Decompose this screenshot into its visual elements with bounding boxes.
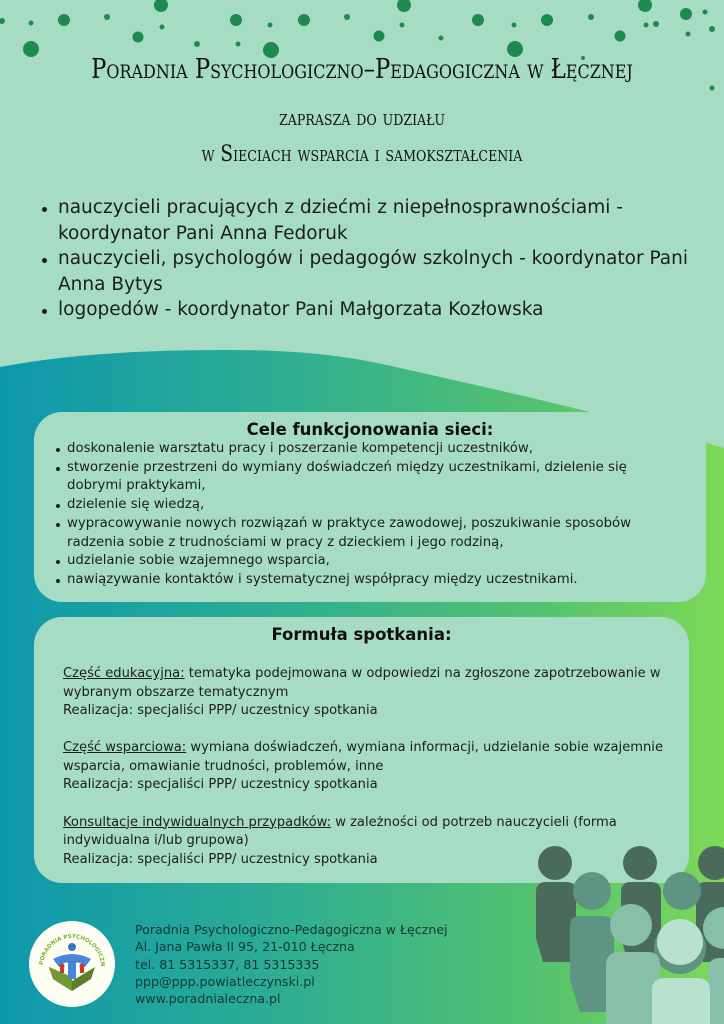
coordinators-list [40,195,700,323]
section-text: w zależności od potrzeb nauczycieli (forma indywidualna i/lub grupowa) [63,814,617,849]
list-item: stworzenie przestrzeni do wymiany doświadczeń między uczestnikami, dzielenie się dobrymi praktykami, [56,459,686,496]
section-label: Część edukacyjna: [63,666,185,681]
list-item: wypracowywanie nowych rozwiązań w praktyce zawodowej, poszukiwanie sposobów radzenia sobie z trudnościami w pracy z dzieckiem i jego rodziną, [56,515,686,552]
formula-section-educational [63,665,673,721]
list-item: nauczycieli pracujących z dziećmi z niepełnosprawnościami - koordynator Pani Anna Fedoruk [40,195,700,246]
organization-name: Poradnia Psychologiczno-Pedagogiczna w Łęcznej [135,922,448,937]
goals-box [34,412,706,602]
section-realization: Realizacja: specjaliści PPP/ uczestnicy spotkania [63,777,378,793]
email-link[interactable]: ppp@ppp.powiatleczynski.pl [135,973,315,989]
list-item: nauczycieli, psychologów i pedagogów szkolnych - koordynator Pani Anna Bytys [40,246,700,297]
goals-list [56,440,686,590]
section-text: wymiana doświadczeń, wymiana informacji, udzielanie sobie wzajemnie wsparcia, omawianie trudności, problemów, inne [63,740,664,774]
list-item: logopedów - koordynator Pani Małgorzata Kozłowska [40,297,700,323]
section-realization: Realizacja: specjaliści PPP/ uczestnicy spotkania [63,851,378,867]
subtitle-invite: zaprasza do udziału [279,106,445,131]
subtitle-networks: w Sieciach wsparcia i samokształcenia [201,142,523,167]
section-text: tematyka podejmowana w odpowiedzi na zgłoszone zapotrzebowanie w wybranym obszarze tematycznym [63,666,661,700]
section-label: Konsultacje indywidualnych przypadków: [63,814,332,830]
logo-emblem-icon [29,921,115,1007]
phone: tel. 81 5315337, 81 5315335 [135,956,320,972]
address: Al. Jana Pawła II 95, 21-010 Łęczna [135,939,355,955]
formula-heading: Formuła spotkania: [271,625,452,644]
goals-heading: Cele funkcjonowania sieci: [246,420,494,439]
organization-logo [29,921,115,1007]
website-link[interactable]: www.poradnialeczna.pl [135,991,281,1007]
list-item: dzielenie się wiedzą, [56,496,686,515]
formula-section-support [63,739,673,795]
list-item: doskonalenie warsztatu pracy i poszerzanie kompetencji uczestników, [56,440,686,459]
svg-text:PORADNIA PSYCHOLOGICZNO-PEDAGO: PORADNIA PSYCHOLOGICZN [39,933,106,967]
contact-info [135,921,448,1007]
section-realization: Realizacja: specjaliści PPP/ uczestnicy spotkania [63,703,378,719]
list-item: udzielanie sobie wzajemnego wsparcia, [56,552,686,571]
people-group-illustration [510,830,724,1024]
page-title: Poradnia Psychologiczno–Pedagogiczna w Łęcznej [91,54,633,85]
section-label: Część wsparciowa: [63,740,187,756]
list-item: nawiązywanie kontaktów i systematycznej współpracy między uczestnikami. [56,571,686,590]
